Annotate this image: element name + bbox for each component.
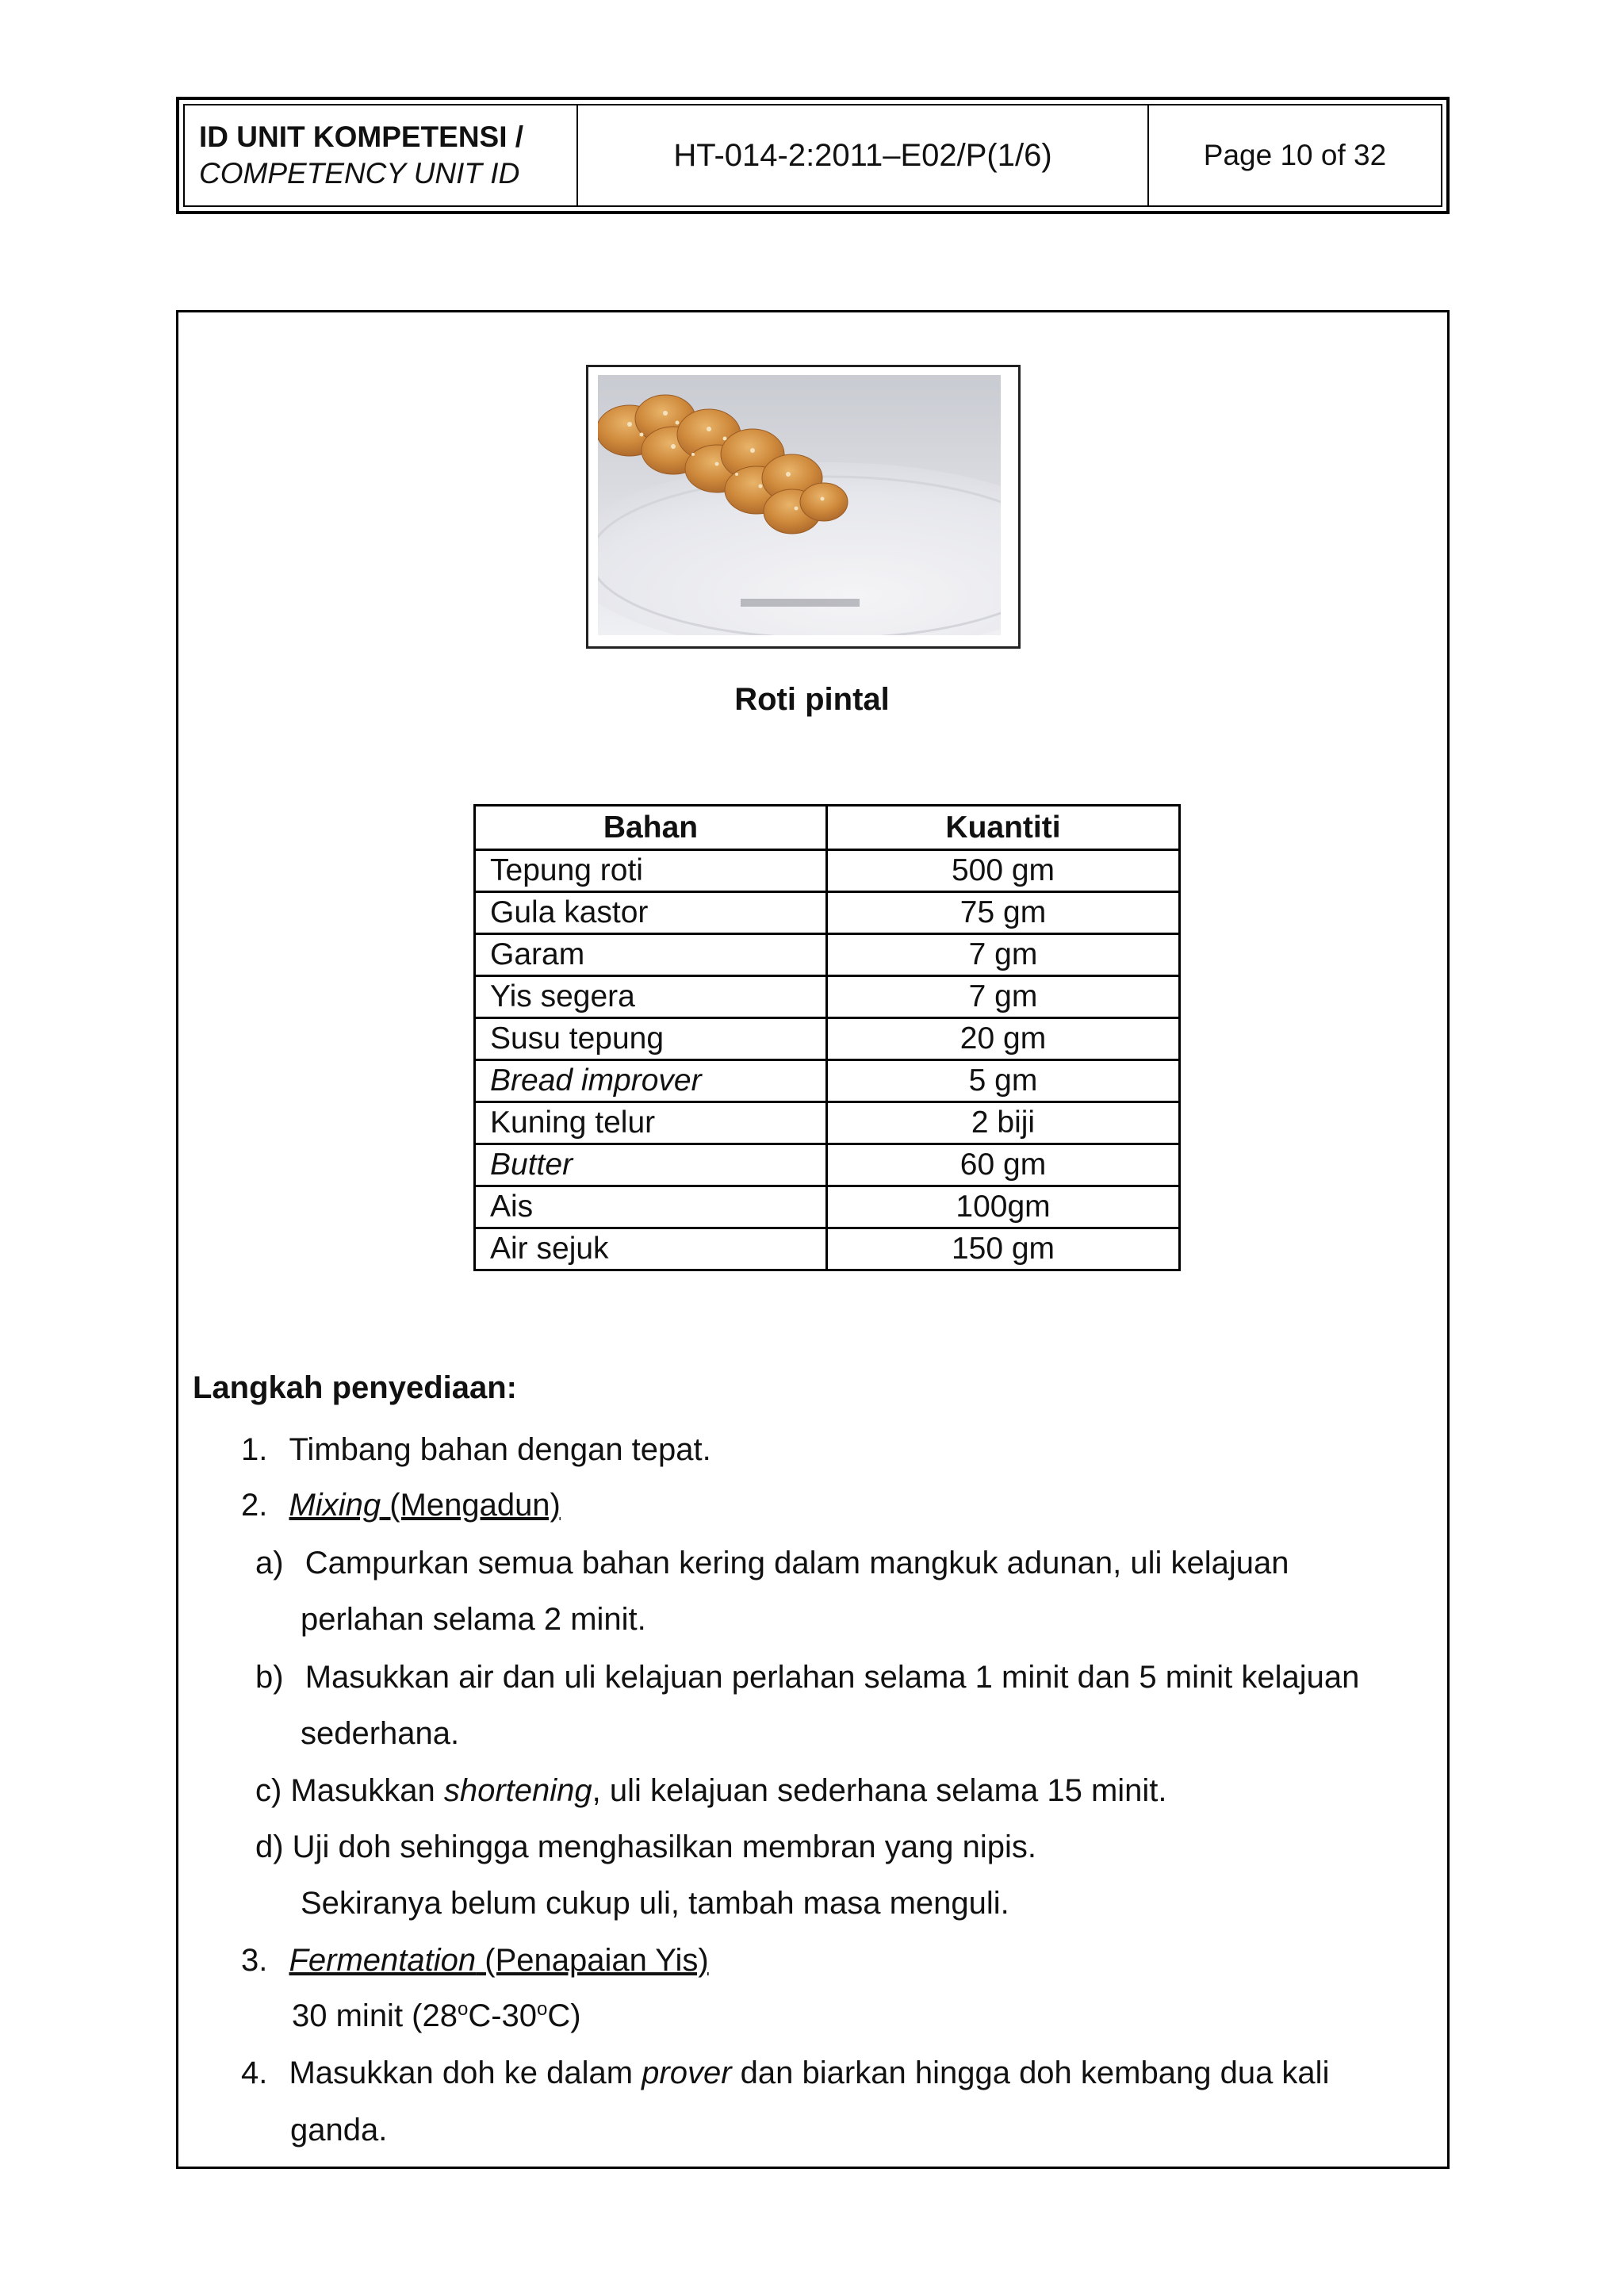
step-4-term: prover bbox=[642, 2056, 732, 2090]
step-2b-text-1: Masukkan air dan uli kelajuan perlahan selama 1 minit dan 5 minit kelajuan bbox=[304, 1660, 1360, 1695]
ingredient-name: Garam bbox=[475, 934, 827, 976]
recipe-photo-frame bbox=[586, 365, 1021, 649]
ingredient-name: Susu tepung bbox=[475, 1018, 827, 1060]
step-2a-text-1: Campurkan semua bahan kering dalam mangkuk adunan, uli kelajuan bbox=[304, 1546, 1289, 1580]
page-number: Page 10 of 32 bbox=[1203, 139, 1387, 171]
step-4-pre: Masukkan doh ke dalam bbox=[289, 2056, 642, 2090]
step-2c-pre: c) Masukkan bbox=[255, 1773, 444, 1808]
step-2d-text-1: d) Uji doh sehingga menghasilkan membran yang nipis. bbox=[255, 1829, 1036, 1864]
header-code-cell bbox=[578, 105, 1149, 205]
table-row bbox=[475, 934, 1180, 976]
header-page-cell bbox=[1149, 105, 1441, 205]
table-row bbox=[475, 850, 1180, 892]
step-4-post: dan biarkan hingga doh kembang dua kali bbox=[731, 2056, 1330, 2090]
step-4-text-2: ganda. bbox=[290, 2113, 388, 2147]
ingredient-quantity: 150 gm bbox=[827, 1228, 1180, 1270]
step-2d-text-2: Sekiranya belum cukup uli, tambah masa menguli. bbox=[301, 1886, 1009, 1921]
table-row bbox=[475, 1228, 1180, 1270]
step-3-term: Fermentation bbox=[289, 1943, 477, 1978]
table-row bbox=[475, 1060, 1180, 1102]
step-2c-term: shortening bbox=[443, 1773, 592, 1808]
header-table bbox=[183, 104, 1442, 207]
steps-title: Langkah penyediaan: bbox=[193, 1370, 517, 1405]
header-unit-cell bbox=[185, 105, 578, 205]
step-2b-text-2: sederhana. bbox=[301, 1716, 460, 1751]
step-2a-text-2: perlahan selama 2 minit. bbox=[301, 1602, 646, 1637]
step-2b-label: b) bbox=[255, 1660, 284, 1695]
unit-label: ID UNIT KOMPETENSI / bbox=[199, 121, 524, 153]
ingredient-name: Gula kastor bbox=[475, 892, 827, 934]
degree-sup-2: o bbox=[537, 1998, 548, 2020]
step-2 bbox=[241, 1488, 561, 1523]
step-1 bbox=[241, 1432, 711, 1468]
ingredient-quantity: 5 gm bbox=[827, 1060, 1180, 1102]
step-2a-label: a) bbox=[255, 1546, 284, 1580]
step-2c-post: , uli kelajuan sederhana selama 15 minit. bbox=[592, 1773, 1167, 1808]
table-row bbox=[475, 1186, 1180, 1228]
step-3-number: 3. bbox=[241, 1943, 268, 1978]
ingredient-quantity: 100gm bbox=[827, 1186, 1180, 1228]
column-header-bahan: Bahan bbox=[475, 806, 827, 850]
ingredients-body bbox=[475, 850, 1180, 1270]
ingredient-name: Butter bbox=[475, 1144, 827, 1186]
table-header-row bbox=[475, 806, 1180, 850]
step-3-detail-post: C) bbox=[547, 1998, 581, 2033]
ingredient-quantity: 60 gm bbox=[827, 1144, 1180, 1186]
step-2a-line-1 bbox=[255, 1546, 1289, 1581]
table-row bbox=[475, 1102, 1180, 1144]
ingredient-name: Ais bbox=[475, 1186, 827, 1228]
step-2c bbox=[255, 1773, 1167, 1809]
step-2b-line-1 bbox=[255, 1660, 1359, 1695]
step-2-rest: (Mengadun) bbox=[381, 1488, 561, 1523]
step-3-detail-mid: C-30 bbox=[468, 1998, 538, 2033]
recipe-title: Roti pintal bbox=[734, 682, 890, 717]
table-row bbox=[475, 1018, 1180, 1060]
step-2-term: Mixing bbox=[289, 1488, 381, 1523]
braided-bread-photo bbox=[598, 375, 1001, 635]
ingredient-quantity: 7 gm bbox=[827, 934, 1180, 976]
ingredient-quantity: 75 gm bbox=[827, 892, 1180, 934]
step-1-number: 1. bbox=[241, 1432, 268, 1467]
column-header-kuantiti: Kuantiti bbox=[827, 806, 1180, 850]
step-3 bbox=[241, 1943, 709, 1979]
step-4 bbox=[241, 2056, 1329, 2091]
step-4-number: 4. bbox=[241, 2056, 268, 2090]
ingredient-quantity: 500 gm bbox=[827, 850, 1180, 892]
unit-code: HT-014-2:2011–E02/P(1/6) bbox=[673, 137, 1052, 173]
ingredient-name: Air sejuk bbox=[475, 1228, 827, 1270]
ingredient-name: Bread improver bbox=[475, 1060, 827, 1102]
degree-sup-1: o bbox=[457, 1998, 469, 2020]
ingredient-name: Yis segera bbox=[475, 976, 827, 1018]
step-2-number: 2. bbox=[241, 1488, 268, 1523]
ingredient-name: Kuning telur bbox=[475, 1102, 827, 1144]
ingredient-quantity: 20 gm bbox=[827, 1018, 1180, 1060]
ingredient-quantity: 2 biji bbox=[827, 1102, 1180, 1144]
unit-label-english: COMPETENCY UNIT ID bbox=[199, 157, 520, 190]
step-3-detail bbox=[292, 1998, 581, 2034]
ingredient-name: Tepung roti bbox=[475, 850, 827, 892]
step-3-detail-pre: 30 minit (28 bbox=[292, 1998, 458, 2033]
table-row bbox=[475, 976, 1180, 1018]
table-row bbox=[475, 892, 1180, 934]
ingredients-table bbox=[473, 804, 1181, 1271]
ingredient-quantity: 7 gm bbox=[827, 976, 1180, 1018]
step-1-text: Timbang bahan dengan tepat. bbox=[289, 1432, 711, 1467]
table-row bbox=[475, 1144, 1180, 1186]
step-3-rest: (Penapaian Yis) bbox=[476, 1943, 709, 1978]
document-header bbox=[176, 97, 1450, 214]
